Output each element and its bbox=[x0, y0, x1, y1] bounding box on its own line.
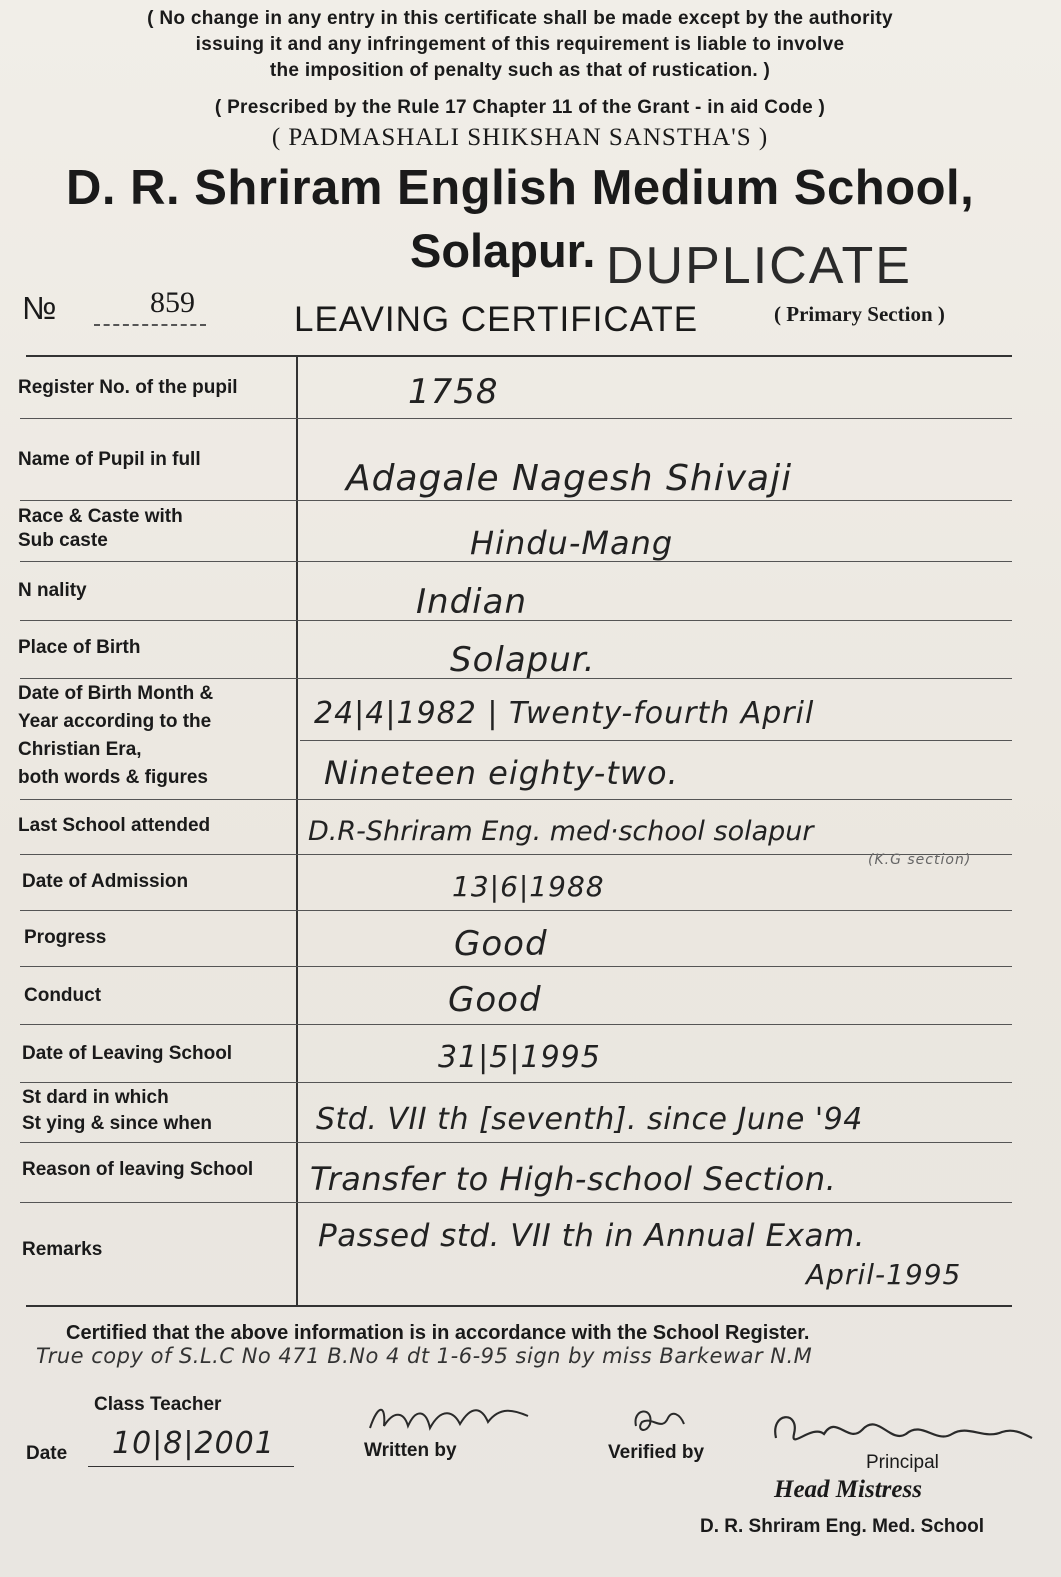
value-caste: Hindu-Mang bbox=[470, 524, 674, 562]
label-dob-2: Year according to the bbox=[18, 711, 212, 732]
class-teacher-label: Class Teacher bbox=[94, 1394, 222, 1415]
row-divider bbox=[20, 418, 1012, 419]
head-mistress-label: Head Mistress bbox=[774, 1476, 922, 1503]
table-bottom-border bbox=[26, 1305, 1012, 1307]
label-caste-1: Race & Caste with bbox=[18, 506, 183, 527]
row-divider bbox=[20, 910, 1012, 911]
row-divider bbox=[20, 1024, 1012, 1025]
row-divider bbox=[20, 1202, 1012, 1203]
duplicate-stamp: DUPLICATE bbox=[606, 237, 912, 295]
label-register-no: Register No. of the pupil bbox=[18, 377, 238, 398]
label-caste-2: Sub caste bbox=[18, 530, 108, 551]
value-nationality: Indian bbox=[416, 582, 527, 622]
label-last-school: Last School attended bbox=[18, 815, 211, 836]
value-remarks-line-2: April-1995 bbox=[806, 1258, 962, 1291]
value-remarks-line-1: Passed std. VII th in Annual Exam. bbox=[318, 1218, 865, 1254]
prescribed-rule: ( Prescribed by the Rule 17 Chapter 11 of the Grant - in aid Code ) bbox=[214, 97, 826, 118]
verified-by-label: Verified by bbox=[608, 1442, 705, 1463]
label-standard-2: St ying & since when bbox=[22, 1113, 213, 1134]
label-conduct: Conduct bbox=[24, 985, 102, 1006]
certified-statement: Certified that the above information is in accordance with the School Register. bbox=[66, 1322, 810, 1344]
principal-label: Principal bbox=[866, 1452, 939, 1473]
label-admission-date: Date of Admission bbox=[22, 871, 189, 892]
table-top-border bbox=[26, 355, 1012, 357]
label-dob-1: Date of Birth Month & bbox=[18, 683, 214, 704]
value-conduct: Good bbox=[448, 980, 542, 1020]
notice-line-3: the imposition of penalty such as that of rustication. ) bbox=[269, 60, 771, 81]
value-register-no: 1758 bbox=[408, 372, 499, 412]
value-last-school-note: (K.G section) bbox=[868, 852, 972, 868]
label-dob-4: both words & figures bbox=[18, 767, 208, 788]
value-leaving-date: 31|5|1995 bbox=[438, 1040, 601, 1075]
number-symbol: № bbox=[22, 290, 57, 326]
verifier-signature bbox=[628, 1402, 688, 1442]
label-progress: Progress bbox=[24, 927, 107, 948]
notice-line-1: ( No change in any entry in this certificate shall be made except by the authority bbox=[147, 8, 893, 29]
row-divider bbox=[20, 1082, 1012, 1083]
value-standard: Std. VII th [seventh]. since June '94 bbox=[316, 1102, 863, 1137]
row-divider bbox=[20, 854, 1012, 855]
row-divider bbox=[20, 500, 1012, 501]
value-dob-line-2: Nineteen eighty-two. bbox=[324, 754, 679, 792]
label-birth-place: Place of Birth bbox=[18, 637, 141, 658]
label-leaving-reason: Reason of leaving School bbox=[22, 1159, 254, 1180]
school-footer: D. R. Shriram Eng. Med. School bbox=[700, 1516, 984, 1537]
school-name: D. R. Shriram English Medium School, bbox=[66, 161, 975, 215]
writer-signature bbox=[364, 1398, 534, 1442]
label-dob-3: Christian Era, bbox=[18, 739, 142, 760]
date-label: Date bbox=[26, 1443, 68, 1464]
row-divider bbox=[300, 740, 1012, 741]
label-nationality: N nality bbox=[18, 580, 87, 601]
value-admission-date: 13|6|1988 bbox=[452, 870, 605, 903]
school-city: Solapur. bbox=[410, 224, 596, 277]
value-leaving-reason: Transfer to High-school Section. bbox=[310, 1160, 837, 1198]
row-divider bbox=[20, 799, 1012, 800]
true-copy-note: True copy of S.L.C No 471 B.No 4 dt 1-6-95 sign by miss Barkewar N.M bbox=[36, 1344, 813, 1368]
value-pupil-name: Adagale Nagesh Shivaji bbox=[346, 458, 793, 499]
date-underline bbox=[88, 1466, 294, 1467]
serial-number: 859 bbox=[150, 286, 195, 319]
written-by-label: Written by bbox=[364, 1440, 457, 1461]
value-birth-place: Solapur. bbox=[450, 640, 596, 680]
table-column-divider bbox=[296, 356, 298, 1306]
value-dob-line-1: 24|4|1982 | Twenty-fourth April bbox=[314, 696, 815, 731]
row-divider bbox=[20, 1142, 1012, 1143]
value-progress: Good bbox=[454, 924, 548, 964]
row-divider bbox=[20, 966, 1012, 967]
label-leaving-date: Date of Leaving School bbox=[22, 1043, 233, 1064]
label-standard-1: St dard in which bbox=[22, 1087, 169, 1108]
section-label: ( Primary Section ) bbox=[774, 302, 945, 326]
notice-line-2: issuing it and any infringement of this requirement is liable to involve bbox=[195, 34, 845, 55]
certificate-title: LEAVING CERTIFICATE bbox=[294, 300, 699, 339]
issue-date: 10|8|2001 bbox=[112, 1426, 275, 1461]
value-last-school: D.R-Shriram Eng. med·school solapur bbox=[308, 816, 814, 847]
society-name: ( PADMASHALI SHIKSHAN SANSTHA'S ) bbox=[271, 124, 769, 151]
label-pupil-name: Name of Pupil in full bbox=[18, 449, 201, 470]
label-remarks: Remarks bbox=[22, 1239, 103, 1260]
